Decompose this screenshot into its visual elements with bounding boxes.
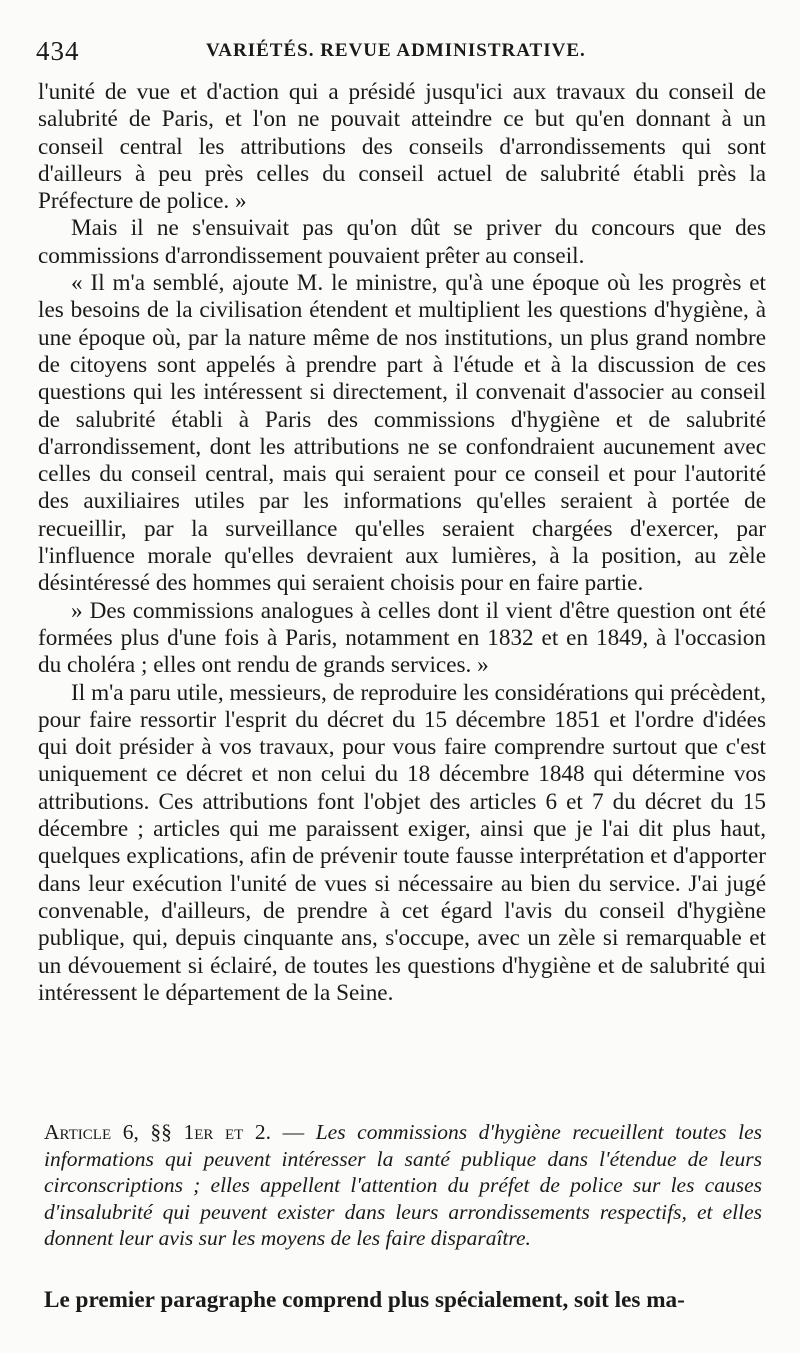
- paragraph: Il m'a paru utile, messieurs, de reproduire les considérations qui précèdent, pour faire ressortir l'esprit du décret du 15 décembre 1851 et l'ordre d'idées qui doit présider à vos travaux, pour vous faire comprendre surtout que c'est uniquement ce décret et non celui du 18 décembre 1848 qui détermine vos attributions. Ces attributions font l'objet des articles 6 et 7 du décret du 15 décembre ; articles qui me paraissent exiger, ainsi que je l'ai dit plus haut, quelques explications, afin de prévenir toute fausse interprétation et d'apporter dans leur exécution l'unité de vues si nécessaire au bien du service. J'ai jugé convenable, d'ailleurs, de prendre à cet égard l'avis du conseil d'hygiène publique, qui, depuis cinquante ans, s'occupe, avec un zèle si remarquable et un dévouement si éclairé, de toutes les questions d'hygiène et de salubrité qui intéressent le département de la Seine.: [38, 679, 766, 1006]
- paragraph: » Des commissions analogues à celles dont il vient d'être question ont été formées plus d'une fois à Paris, notamment en 1832 et en 1849, à l'occasion du choléra ; elles ont rendu de grands services. »: [38, 597, 766, 679]
- paragraph: Mais il ne s'ensuivait pas qu'on dût se priver du concours que des commissions d'arrondissement pouvaient prêter au conseil.: [38, 215, 766, 269]
- paragraph: l'unité de vue et d'action qui a présidé jusqu'ici aux travaux du conseil de salubrité de Paris, et l'on ne pouvait atteindre ce but qu'en donnant à un conseil central les attributions des conseils d'arrondissements qui sont d'ailleurs à peu près celles du conseil actuel de salubrité établi près la Préfecture de police. »: [38, 79, 766, 215]
- closing-line: Le premier paragraphe comprend plus spécialement, soit les ma-: [44, 1287, 685, 1313]
- article-heading: Article 6, §§ 1er et 2. —: [44, 1120, 316, 1144]
- article-excerpt: [44, 1119, 762, 1252]
- paragraph: « Il m'a semblé, ajoute M. le ministre, qu'à une époque où les progrès et les besoins de la civilisation étendent et multiplient les questions d'hygiène, à une époque où, par la nature même de nos institutions, un plus grand nombre de citoyens sont appelés à prendre part à l'étude et à la discussion de ces questions qui les intéressent si directement, il convenait d'associer au conseil de salubrité établi à Paris des commissions d'hygiène et de salubrité d'arrondissement, dont les attributions ne se confondraient aucunement avec celles du conseil central, mais qui seraient pour ce conseil et pour l'autorité des auxiliaires utiles par les informations qu'elles seraient à portée de recueillir, par la surveillance qu'elles seraient chargées d'exercer, par l'influence morale qu'elles devraient aux lumières, à la position, au zèle désintéressé des hommes qui seraient choisis pour en faire partie.: [38, 270, 766, 597]
- body-text: [38, 79, 766, 1007]
- page-header: [36, 36, 760, 72]
- page-number: 434: [36, 36, 80, 66]
- article-text: Les commissions d'hygiène recueillent toutes les informations qui peuvent intéresser la santé publique dans l'étendue de leurs circonscriptions ; elles appellent l'attention du préfet de police sur les causes d'insalubrité qui peuvent exister dans leurs arrondissements respectifs, et elles donnent leur avis sur les moyens de les faire disparaître.: [44, 1120, 762, 1251]
- running-head: VARIÉTÉS. REVUE ADMINISTRATIVE.: [206, 40, 586, 61]
